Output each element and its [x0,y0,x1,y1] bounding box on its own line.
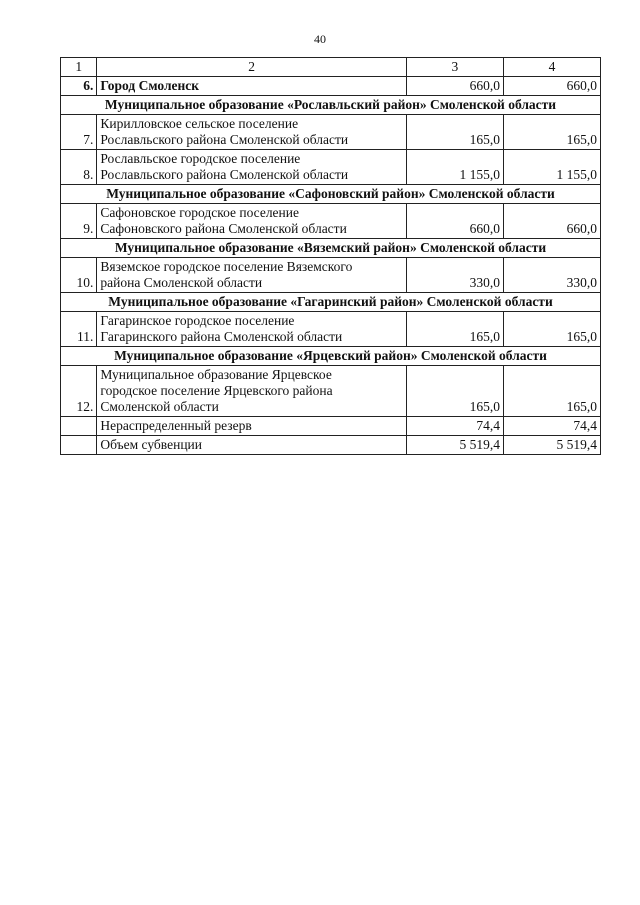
table-row [61,312,601,347]
reserve-value-col4: 74,4 [503,417,600,436]
table-row [61,115,601,150]
reserve-value-col3: 74,4 [406,417,503,436]
row-value-col3: 165,0 [406,366,503,417]
row-number: 7. [61,115,97,150]
subvention-table [60,57,601,455]
row-name-line: Муниципальное образование Ярцевское [100,367,332,382]
section-title: Муниципальное образование «Вяземский район» Смоленской области [61,239,601,258]
table-row [61,150,601,185]
section-title: Муниципальное образование «Рославльский район» Смоленской области [61,96,601,115]
total-row [61,436,601,455]
row-value-col4: 165,0 [503,366,600,417]
row-value-col3: 660,0 [406,77,503,96]
row-name-line: Кирилловское сельское поселение [100,116,299,131]
row-name-line: Гагаринское городское поселение [100,313,295,328]
row-name [97,366,407,417]
row-number: 11. [61,312,97,347]
row-name [97,150,407,185]
header-col-2: 2 [97,58,407,77]
header-col-4: 4 [503,58,600,77]
row-value-col4: 1 155,0 [503,150,600,185]
table-row [61,77,601,96]
row-value-col3: 165,0 [406,115,503,150]
row-name-line: Смоленской области [100,399,219,414]
row-name: Город Смоленск [97,77,407,96]
section-row [61,96,601,115]
table-header-row [61,58,601,77]
row-number: 12. [61,366,97,417]
total-value-col4: 5 519,4 [503,436,600,455]
section-title: Муниципальное образование «Гагаринский район» Смоленской области [61,293,601,312]
row-name-line: Гагаринского района Смоленской области [100,329,343,344]
row-value-col4: 660,0 [503,77,600,96]
section-row [61,347,601,366]
row-value-col4: 660,0 [503,204,600,239]
section-title: Муниципальное образование «Сафоновский район» Смоленской области [61,185,601,204]
table-row [61,366,601,417]
table-row [61,258,601,293]
section-row [61,239,601,258]
section-title: Муниципальное образование «Ярцевский район» Смоленской области [61,347,601,366]
row-number-empty [61,417,97,436]
row-number: 8. [61,150,97,185]
row-number-empty [61,436,97,455]
row-name-line: Рославльского района Смоленской области [100,132,349,147]
row-name-line: Рославльское городское поселение [100,151,301,166]
total-label: Объем субвенции [97,436,407,455]
section-row [61,293,601,312]
page-number: 40 [314,32,326,46]
row-name [97,258,407,293]
row-number: 10. [61,258,97,293]
reserve-row [61,417,601,436]
row-name-line: Сафоновское городское поселение [100,205,299,220]
row-name-line: района Смоленской области [100,275,263,290]
row-number: 9. [61,204,97,239]
row-name [97,115,407,150]
row-name-line: Вяземское городское поселение Вяземского [100,259,353,274]
row-value-col4: 165,0 [503,115,600,150]
row-name-line: городское поселение Ярцевского района [100,383,333,398]
table-row [61,204,601,239]
section-row [61,185,601,204]
row-value-col3: 165,0 [406,312,503,347]
row-value-col4: 165,0 [503,312,600,347]
row-name [97,312,407,347]
reserve-label: Нераспределенный резерв [97,417,407,436]
row-number: 6. [61,77,97,96]
row-name [97,204,407,239]
row-value-col4: 330,0 [503,258,600,293]
total-value-col3: 5 519,4 [406,436,503,455]
row-value-col3: 1 155,0 [406,150,503,185]
header-col-3: 3 [406,58,503,77]
row-name-line: Сафоновского района Смоленской области [100,221,347,236]
header-col-1: 1 [61,58,97,77]
row-name-line: Рославльского района Смоленской области [100,167,349,182]
row-value-col3: 660,0 [406,204,503,239]
row-value-col3: 330,0 [406,258,503,293]
